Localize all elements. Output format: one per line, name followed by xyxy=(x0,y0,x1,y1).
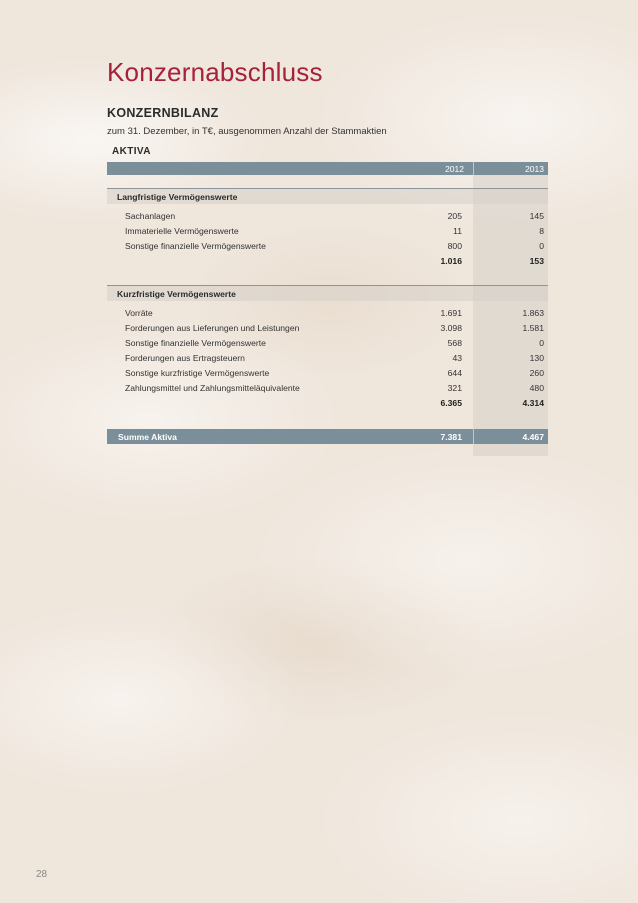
subtotal-2013: 153 xyxy=(529,255,544,266)
value-2012: 3.098 xyxy=(440,322,462,333)
page-title: Konzernabschluss xyxy=(107,57,323,87)
table-row xyxy=(107,380,548,395)
row-label: Sonstige finanzielle Vermögenswerte xyxy=(125,240,266,251)
column-header-2013: 2013 xyxy=(525,163,544,174)
value-2012: 1.691 xyxy=(440,307,462,318)
subtotal-2013: 4.314 xyxy=(522,397,544,408)
table-header xyxy=(107,162,548,175)
value-2012: 43 xyxy=(452,352,462,363)
value-2013: 480 xyxy=(529,382,544,393)
row-label: Sonstige finanzielle Vermögenswerte xyxy=(125,337,266,348)
subtotal-2012: 6.365 xyxy=(440,397,462,408)
subtotal-2012: 1.016 xyxy=(440,255,462,266)
value-2013: 145 xyxy=(529,210,544,221)
table-row xyxy=(107,320,548,335)
value-2012: 321 xyxy=(447,382,462,393)
table-row xyxy=(107,350,548,365)
total-2012: 7.381 xyxy=(440,431,462,442)
row-label: Zahlungsmittel und Zahlungsmitteläquivalente xyxy=(125,382,300,393)
table-row xyxy=(107,208,548,223)
total-2013: 4.467 xyxy=(522,431,544,442)
value-2013: 1.863 xyxy=(522,307,544,318)
table-row xyxy=(107,238,548,253)
section-label: AKTIVA xyxy=(112,146,151,157)
value-2013: 8 xyxy=(539,225,544,236)
group-label: Kurzfristige Vermögenswerte xyxy=(117,288,236,299)
value-2013: 260 xyxy=(529,367,544,378)
value-2013: 0 xyxy=(539,240,544,251)
row-label: Sonstige kurzfristige Vermögenswerte xyxy=(125,367,270,378)
row-label: Sachanlagen xyxy=(125,210,176,221)
value-2013: 130 xyxy=(529,352,544,363)
row-label: Immaterielle Vermögenswerte xyxy=(125,225,239,236)
value-2012: 11 xyxy=(453,225,462,236)
table-row xyxy=(107,365,548,380)
value-2012: 800 xyxy=(447,240,462,251)
total-row xyxy=(107,429,548,444)
table-row xyxy=(107,335,548,350)
table-row xyxy=(107,305,548,320)
value-2013: 0 xyxy=(539,337,544,348)
row-label: Forderungen aus Lieferungen und Leistungen xyxy=(125,322,300,333)
group-label: Langfristige Vermögenswerte xyxy=(117,191,238,202)
subtotal-row xyxy=(107,395,548,410)
statement-title: KONZERNBILANZ xyxy=(107,106,219,120)
row-label: Vorräte xyxy=(125,307,153,318)
value-2013: 1.581 xyxy=(522,322,544,333)
value-2012: 568 xyxy=(447,337,462,348)
row-label: Forderungen aus Ertragsteuern xyxy=(125,352,245,363)
balance-sheet-table xyxy=(107,162,548,444)
group-header-langfristig xyxy=(107,188,548,204)
group-header-kurzfristig xyxy=(107,285,548,301)
statement-description: zum 31. Dezember, in T€, ausgenommen Anzahl der Stammaktien xyxy=(107,126,387,137)
page-number: 28 xyxy=(36,869,48,880)
column-header-2012: 2012 xyxy=(445,163,464,174)
value-2012: 205 xyxy=(447,210,462,221)
table-row xyxy=(107,223,548,238)
total-label: Summe Aktiva xyxy=(118,431,177,442)
value-2012: 644 xyxy=(447,367,462,378)
subtotal-row xyxy=(107,253,548,268)
